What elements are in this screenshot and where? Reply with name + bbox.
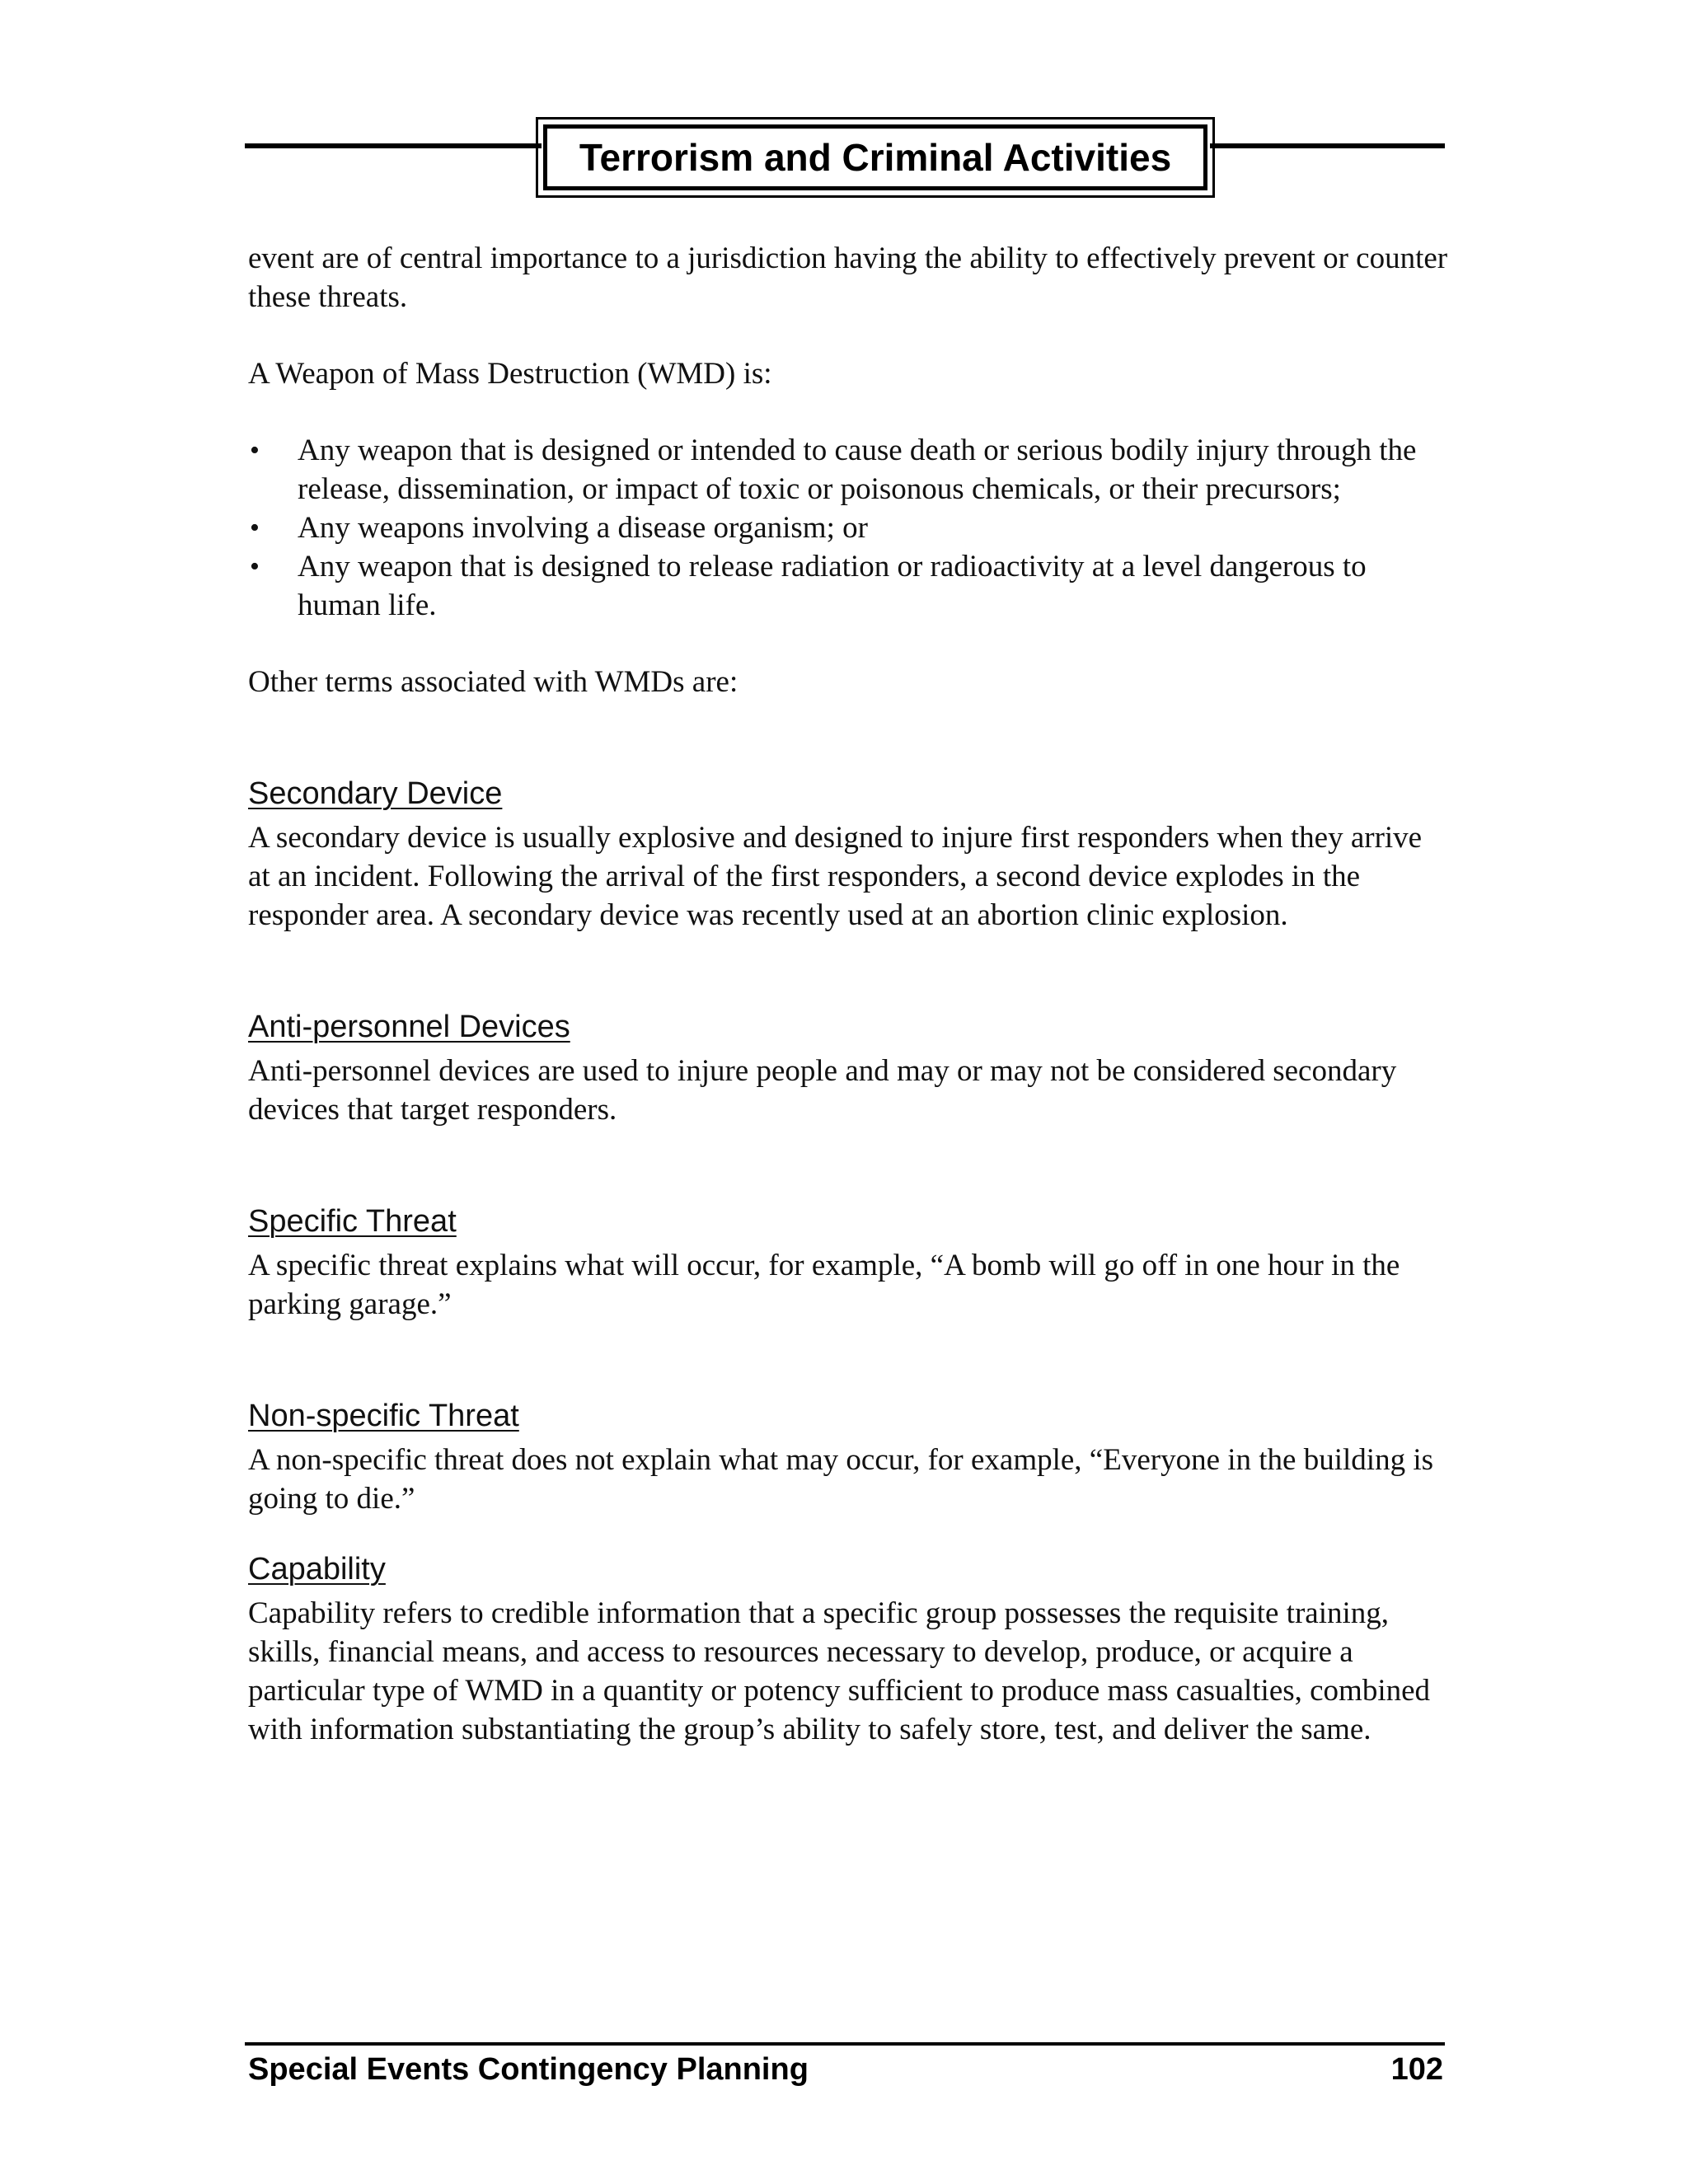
page-content: [248, 239, 1451, 1749]
list-item-text: Any weapons involving a disease organism; or: [298, 511, 868, 545]
term-heading: Capability: [248, 1552, 386, 1586]
term-heading: Anti-personnel Devices: [248, 1010, 570, 1044]
term-heading: Specific Threat: [248, 1204, 457, 1239]
intro-paragraph: event are of central importance to a jurisdiction having the ability to effectively prevent or counter these threats.: [248, 241, 1448, 314]
term-section-capability: [248, 1549, 1451, 1749]
list-item: [248, 431, 1451, 509]
term-text: A specific threat explains what will occur, for example, “A bomb will go off in one hour in the parking garage.”: [248, 1249, 1400, 1321]
term-text: Capability refers to credible information that a specific group possesses the requisite training, skills, financial means, and access to resources necessary to develop, produce, or acquire a particular type of WMD in a quantity or potency sufficient to produce mass casualties, combined with information substantiating the group’s ability to safely store, test, and deliver the same.: [248, 1596, 1431, 1746]
footer-document-title: Special Events Contingency Planning: [248, 2052, 809, 2087]
list-item-text: Any weapon that is designed or intended to cause death or serious bodily injury through the release, dissemination, or impact of toxic or poisonous chemicals, or their precursors;: [298, 434, 1417, 506]
bullet-icon: •: [250, 551, 260, 582]
list-item: [248, 547, 1451, 625]
page-title: Terrorism and Criminal Activities: [543, 124, 1207, 190]
wmd-bullet-list: [248, 431, 1451, 625]
list-item-text: Any weapon that is designed to release radiation or radioactivity at a level dangerous to human life.: [298, 550, 1367, 622]
bullet-icon: •: [250, 435, 260, 466]
term-heading: Secondary Device: [248, 776, 503, 811]
page-footer: [248, 2049, 1443, 2090]
term-section-secondary-device: [248, 774, 1451, 935]
term-section-anti-personnel-devices: [248, 1007, 1451, 1129]
term-section-non-specific-threat: [248, 1396, 1451, 1518]
header-rule-right: [1210, 143, 1445, 148]
term-section-specific-threat: [248, 1202, 1451, 1324]
list-item: [248, 509, 1451, 547]
term-text: Anti-personnel devices are used to injure people and may or may not be considered secondary devices that target responders.: [248, 1054, 1397, 1127]
wmd-definition-lead: A Weapon of Mass Destruction (WMD) is:: [248, 357, 772, 391]
footer-rule: [245, 2042, 1445, 2046]
page-number: 102: [1390, 2052, 1443, 2087]
header-box: [536, 117, 1215, 198]
header-rule-left: [245, 143, 542, 148]
term-text: A secondary device is usually explosive and designed to injure first responders when they arrive at an incident. Following the arrival of the first responders, a second device explodes in the responder area. A secondary device was recently used at an abortion clinic explosion.: [248, 821, 1423, 932]
other-terms-lead: Other terms associated with WMDs are:: [248, 665, 738, 699]
bullet-icon: •: [250, 513, 260, 543]
term-heading: Non-specific Threat: [248, 1399, 519, 1433]
term-text: A non-specific threat does not explain what may occur, for example, “Everyone in the building is going to die.”: [248, 1443, 1433, 1516]
